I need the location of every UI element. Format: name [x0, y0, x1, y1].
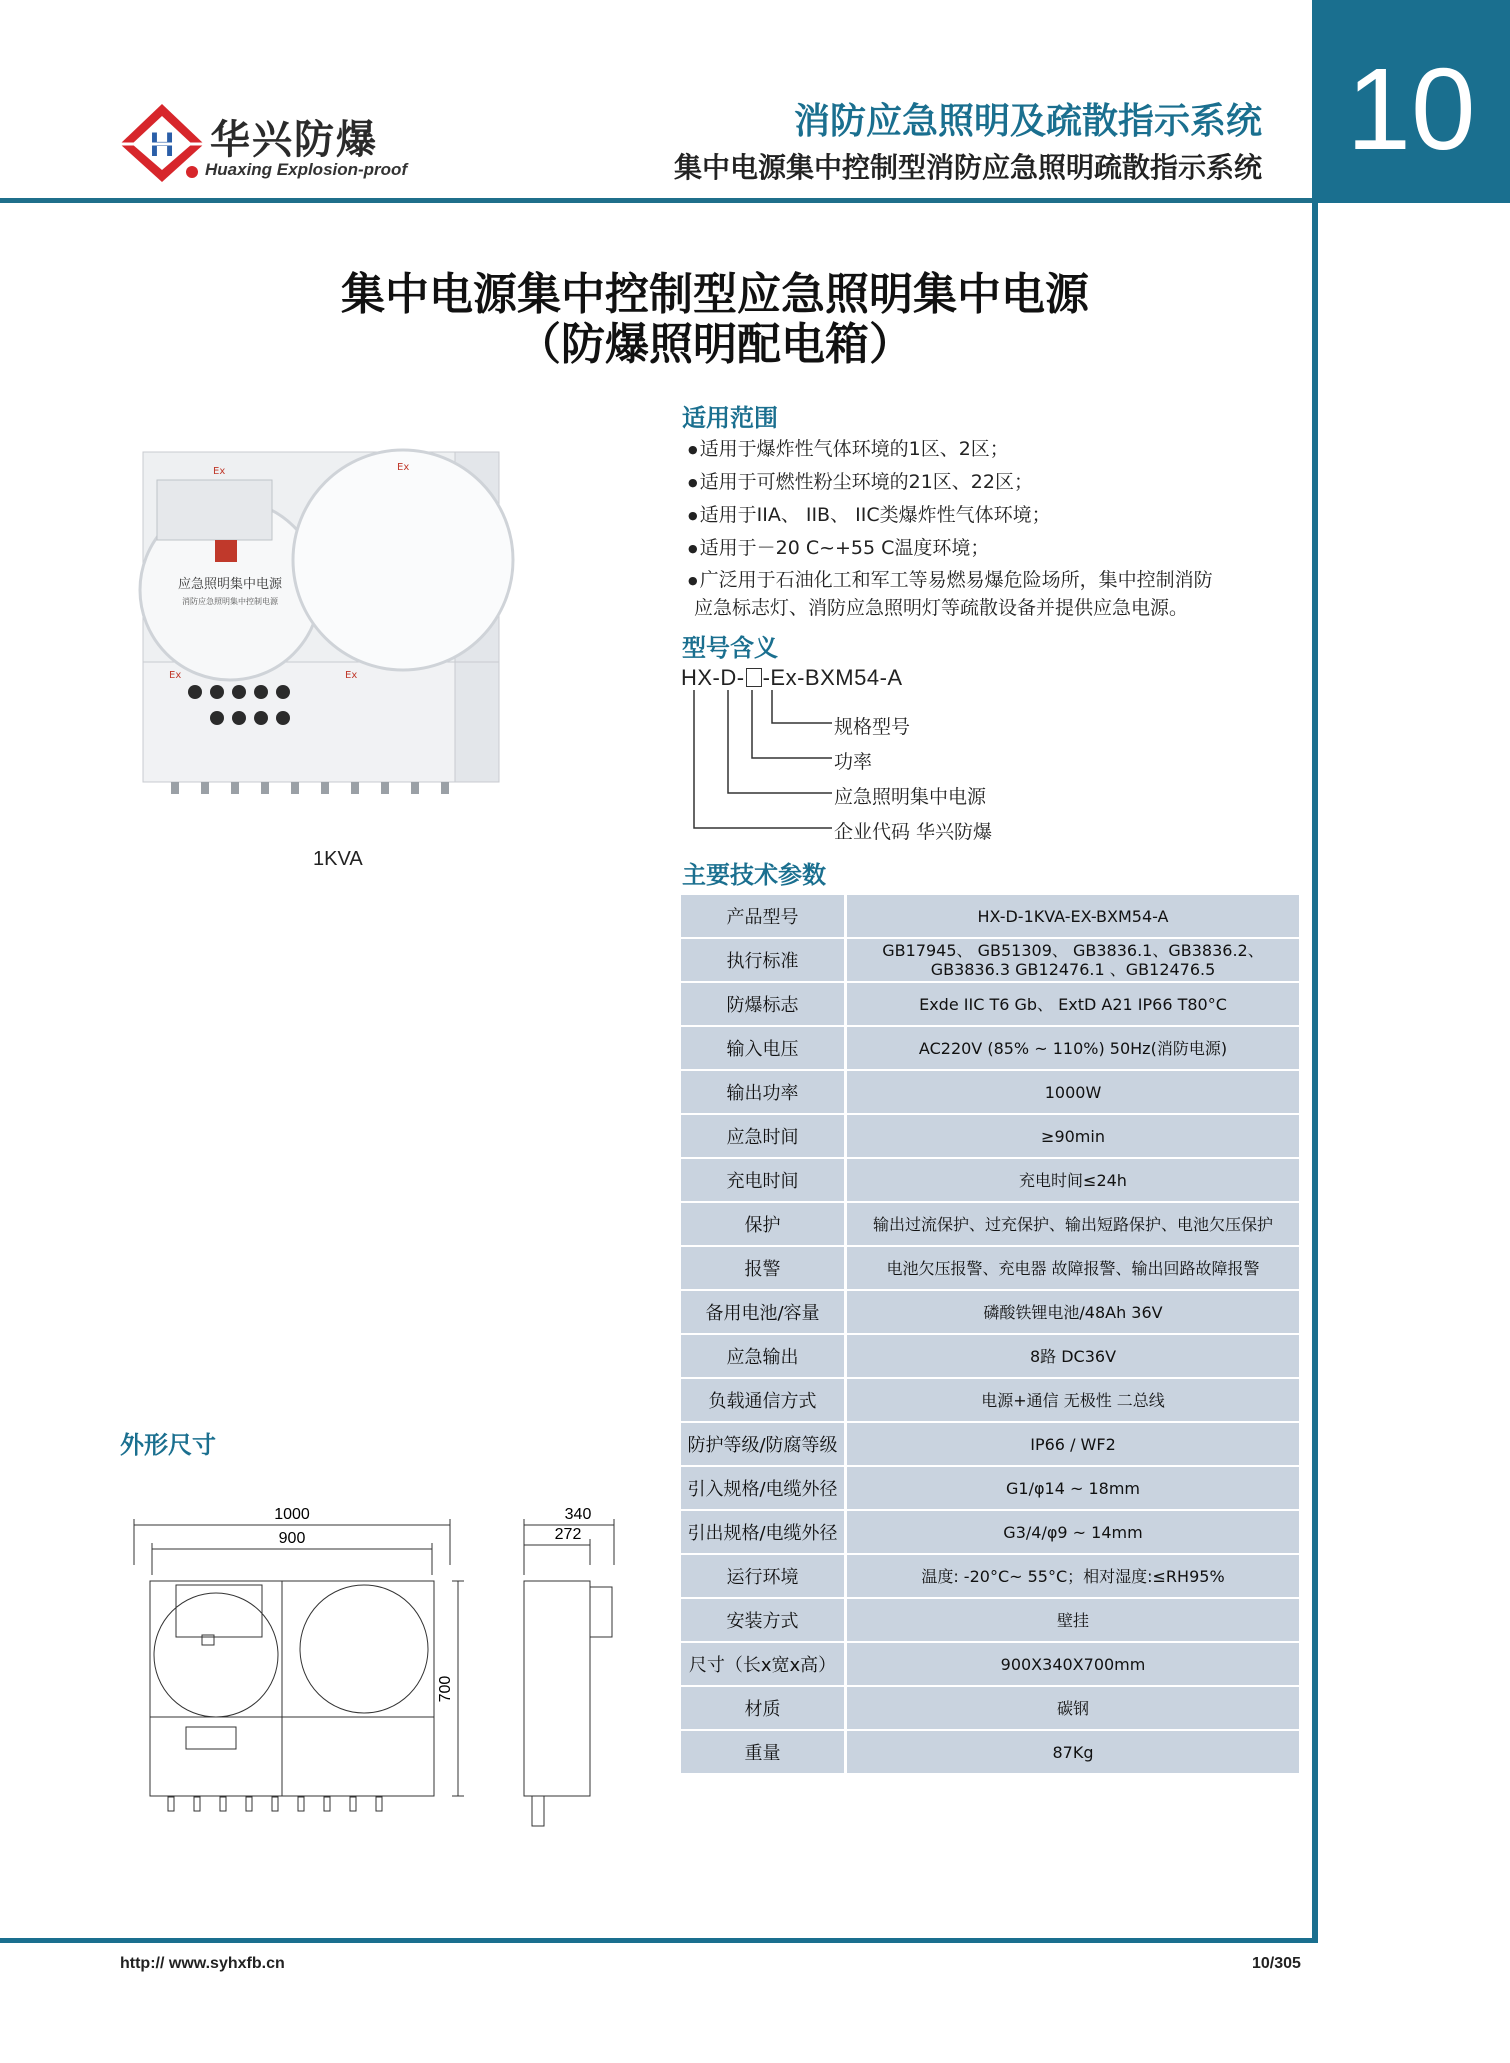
spec-value: 8路 DC36V: [847, 1335, 1299, 1377]
spec-row: [681, 1731, 1299, 1773]
spec-key: 重量: [681, 1731, 847, 1773]
footer-page-number: 10/305: [1252, 1955, 1301, 1972]
spec-row: [681, 1423, 1299, 1465]
scope-item: ● 适用于－20 C~+55 C温度环境；: [688, 533, 989, 560]
spec-value: 87Kg: [847, 1731, 1299, 1773]
panel-subtext: 消防应急照明集中控制电源: [182, 597, 278, 606]
spec-value: HX-D-1KVA-EX-BXM54-A: [847, 895, 1299, 937]
scope-continuation: 应急标志灯、消防应急照明灯等疏散设备并提供应急电源。: [694, 597, 1189, 619]
svg-text:H: H: [149, 126, 175, 164]
spec-row: [681, 983, 1299, 1025]
spec-row: [681, 1379, 1299, 1421]
model-heading: 型号含义: [682, 634, 778, 662]
spec-value: 温度: -20°C~ 55°C；相对湿度:≤RH95%: [847, 1555, 1299, 1597]
product-caption: 1KVA: [313, 848, 363, 870]
spec-key: 产品型号: [681, 895, 847, 937]
spec-key: 负载通信方式: [681, 1379, 847, 1421]
spec-row: [681, 1203, 1299, 1245]
spec-key: 应急时间: [681, 1115, 847, 1157]
spec-key: 输入电压: [681, 1027, 847, 1069]
spec-key: 材质: [681, 1687, 847, 1729]
spec-row: [681, 939, 1299, 981]
spec-value: 壁挂: [847, 1599, 1299, 1641]
panel-text: 应急照明集中电源: [177, 577, 283, 592]
spec-value: IP66 / WF2: [847, 1423, 1299, 1465]
spec-key: 执行标准: [681, 939, 847, 981]
spec-row: [681, 1467, 1299, 1509]
spec-row: [681, 1555, 1299, 1597]
svg-text:Ex: Ex: [397, 462, 410, 473]
spec-value: 充电时间≤24h: [847, 1159, 1299, 1201]
spec-row: [681, 1159, 1299, 1201]
dim-depth-body: 272: [554, 1526, 582, 1543]
spec-value: 900X340X700mm: [847, 1643, 1299, 1685]
chapter-number: 10: [1312, 0, 1510, 203]
spec-key: 充电时间: [681, 1159, 847, 1201]
svg-text:Ex: Ex: [169, 670, 182, 681]
spec-key: 报警: [681, 1247, 847, 1289]
spec-key: 防护等级/防腐等级: [681, 1423, 847, 1465]
scope-heading: 适用范围: [682, 404, 778, 432]
header-sub-title: 集中电源集中控制型消防应急照明疏散指示系统: [673, 151, 1262, 184]
spec-row: [681, 1291, 1299, 1333]
product-illustration: [135, 440, 575, 800]
spec-value: Exde IIC T6 Gb、 ExtD A21 IP66 T80°C: [847, 983, 1299, 1025]
spec-key: 防爆标志: [681, 983, 847, 1025]
page-subtitle: （防爆照明配电箱）: [517, 319, 913, 370]
logo-icon: [118, 100, 206, 184]
spec-value: 电源+通信 无极性 二总线: [847, 1379, 1299, 1421]
ex-mark: Ex: [213, 466, 226, 477]
spec-value: 1000W: [847, 1071, 1299, 1113]
spec-key: 输出功率: [681, 1071, 847, 1113]
spec-row: [681, 1643, 1299, 1685]
spec-key: 备用电池/容量: [681, 1291, 847, 1333]
spec-row: [681, 1687, 1299, 1729]
model-leader-lines: [690, 690, 840, 840]
model-label: 规格型号: [834, 716, 911, 738]
logo-cn: 华兴防爆: [210, 117, 378, 163]
logo-en: Huaxing Explosion-proof: [205, 160, 408, 179]
spec-value: G1/φ14 ~ 18mm: [847, 1467, 1299, 1509]
model-label: 企业代码 华兴防爆: [834, 821, 993, 843]
footer-url[interactable]: http:// www.syhxfb.cn: [120, 1955, 285, 1972]
footer-rule: [0, 1938, 1318, 1943]
spec-value: 碳钢: [847, 1687, 1299, 1729]
spec-value: ≥90min: [847, 1115, 1299, 1157]
spec-key: 运行环境: [681, 1555, 847, 1597]
page-title: 集中电源集中控制型应急照明集中电源: [341, 269, 1089, 320]
dimensions-heading: 外形尺寸: [120, 1431, 216, 1459]
spec-value: 电池欠压报警、充电器 故障报警、输出回路故障报警: [847, 1247, 1299, 1289]
scope-item: ● 适用于IIA、 IIB、 IIC类爆炸性气体环境；: [688, 500, 1051, 527]
dim-body-width: 900: [278, 1530, 306, 1547]
spec-row: [681, 1071, 1299, 1113]
header-rule: [0, 198, 1312, 203]
spec-value: AC220V (85% ~ 110%) 50Hz(消防电源): [847, 1027, 1299, 1069]
spec-key: 应急输出: [681, 1335, 847, 1377]
scope-item: ● 适用于爆炸性气体环境的1区、2区；: [688, 434, 1009, 461]
model-code: HX-D- -Ex-BXM54-A: [681, 665, 903, 690]
spec-row: [681, 1027, 1299, 1069]
dim-depth-overall: 340: [564, 1506, 592, 1523]
spec-row: [681, 895, 1299, 937]
spec-table: [681, 893, 1299, 1775]
scope-item: ● 适用于可燃性粉尘环境的21区、22区；: [688, 467, 1033, 494]
model-label: 应急照明集中电源: [834, 786, 987, 808]
spec-value: G3/4/φ9 ~ 14mm: [847, 1511, 1299, 1553]
spec-row: [681, 1335, 1299, 1377]
spec-row: [681, 1247, 1299, 1289]
spec-row: [681, 1599, 1299, 1641]
spec-key: 安装方式: [681, 1599, 847, 1641]
dimension-drawing: [120, 1505, 640, 1835]
spec-value: 磷酸铁锂电池/48Ah 36V: [847, 1291, 1299, 1333]
spec-row: [681, 1511, 1299, 1553]
header-main-title: 消防应急照明及疏散指示系统: [793, 101, 1262, 142]
dim-height: 700: [437, 1675, 454, 1703]
spec-key: 尺寸（长x宽x高）: [681, 1643, 847, 1685]
model-label: 功率: [834, 751, 873, 773]
svg-text:Ex: Ex: [345, 670, 358, 681]
spec-key: 保护: [681, 1203, 847, 1245]
side-rule: [1312, 203, 1318, 1943]
dim-overall-width: 1000: [274, 1506, 310, 1523]
spec-value: GB17945、 GB51309、 GB3836.1、GB3836.2、 GB3836.3 GB12476.1 、GB12476.5: [847, 939, 1299, 981]
scope-item: ● 广泛用于石油化工和军工等易燃易爆危险场所，集中控制消防: [688, 565, 1213, 592]
spec-value: 输出过流保护、过充保护、输出短路保护、电池欠压保护: [847, 1203, 1299, 1245]
spec-row: [681, 1115, 1299, 1157]
spec-key: 引入规格/电缆外径: [681, 1467, 847, 1509]
spec-key: 引出规格/电缆外径: [681, 1511, 847, 1553]
specs-heading: 主要技术参数: [682, 861, 826, 889]
